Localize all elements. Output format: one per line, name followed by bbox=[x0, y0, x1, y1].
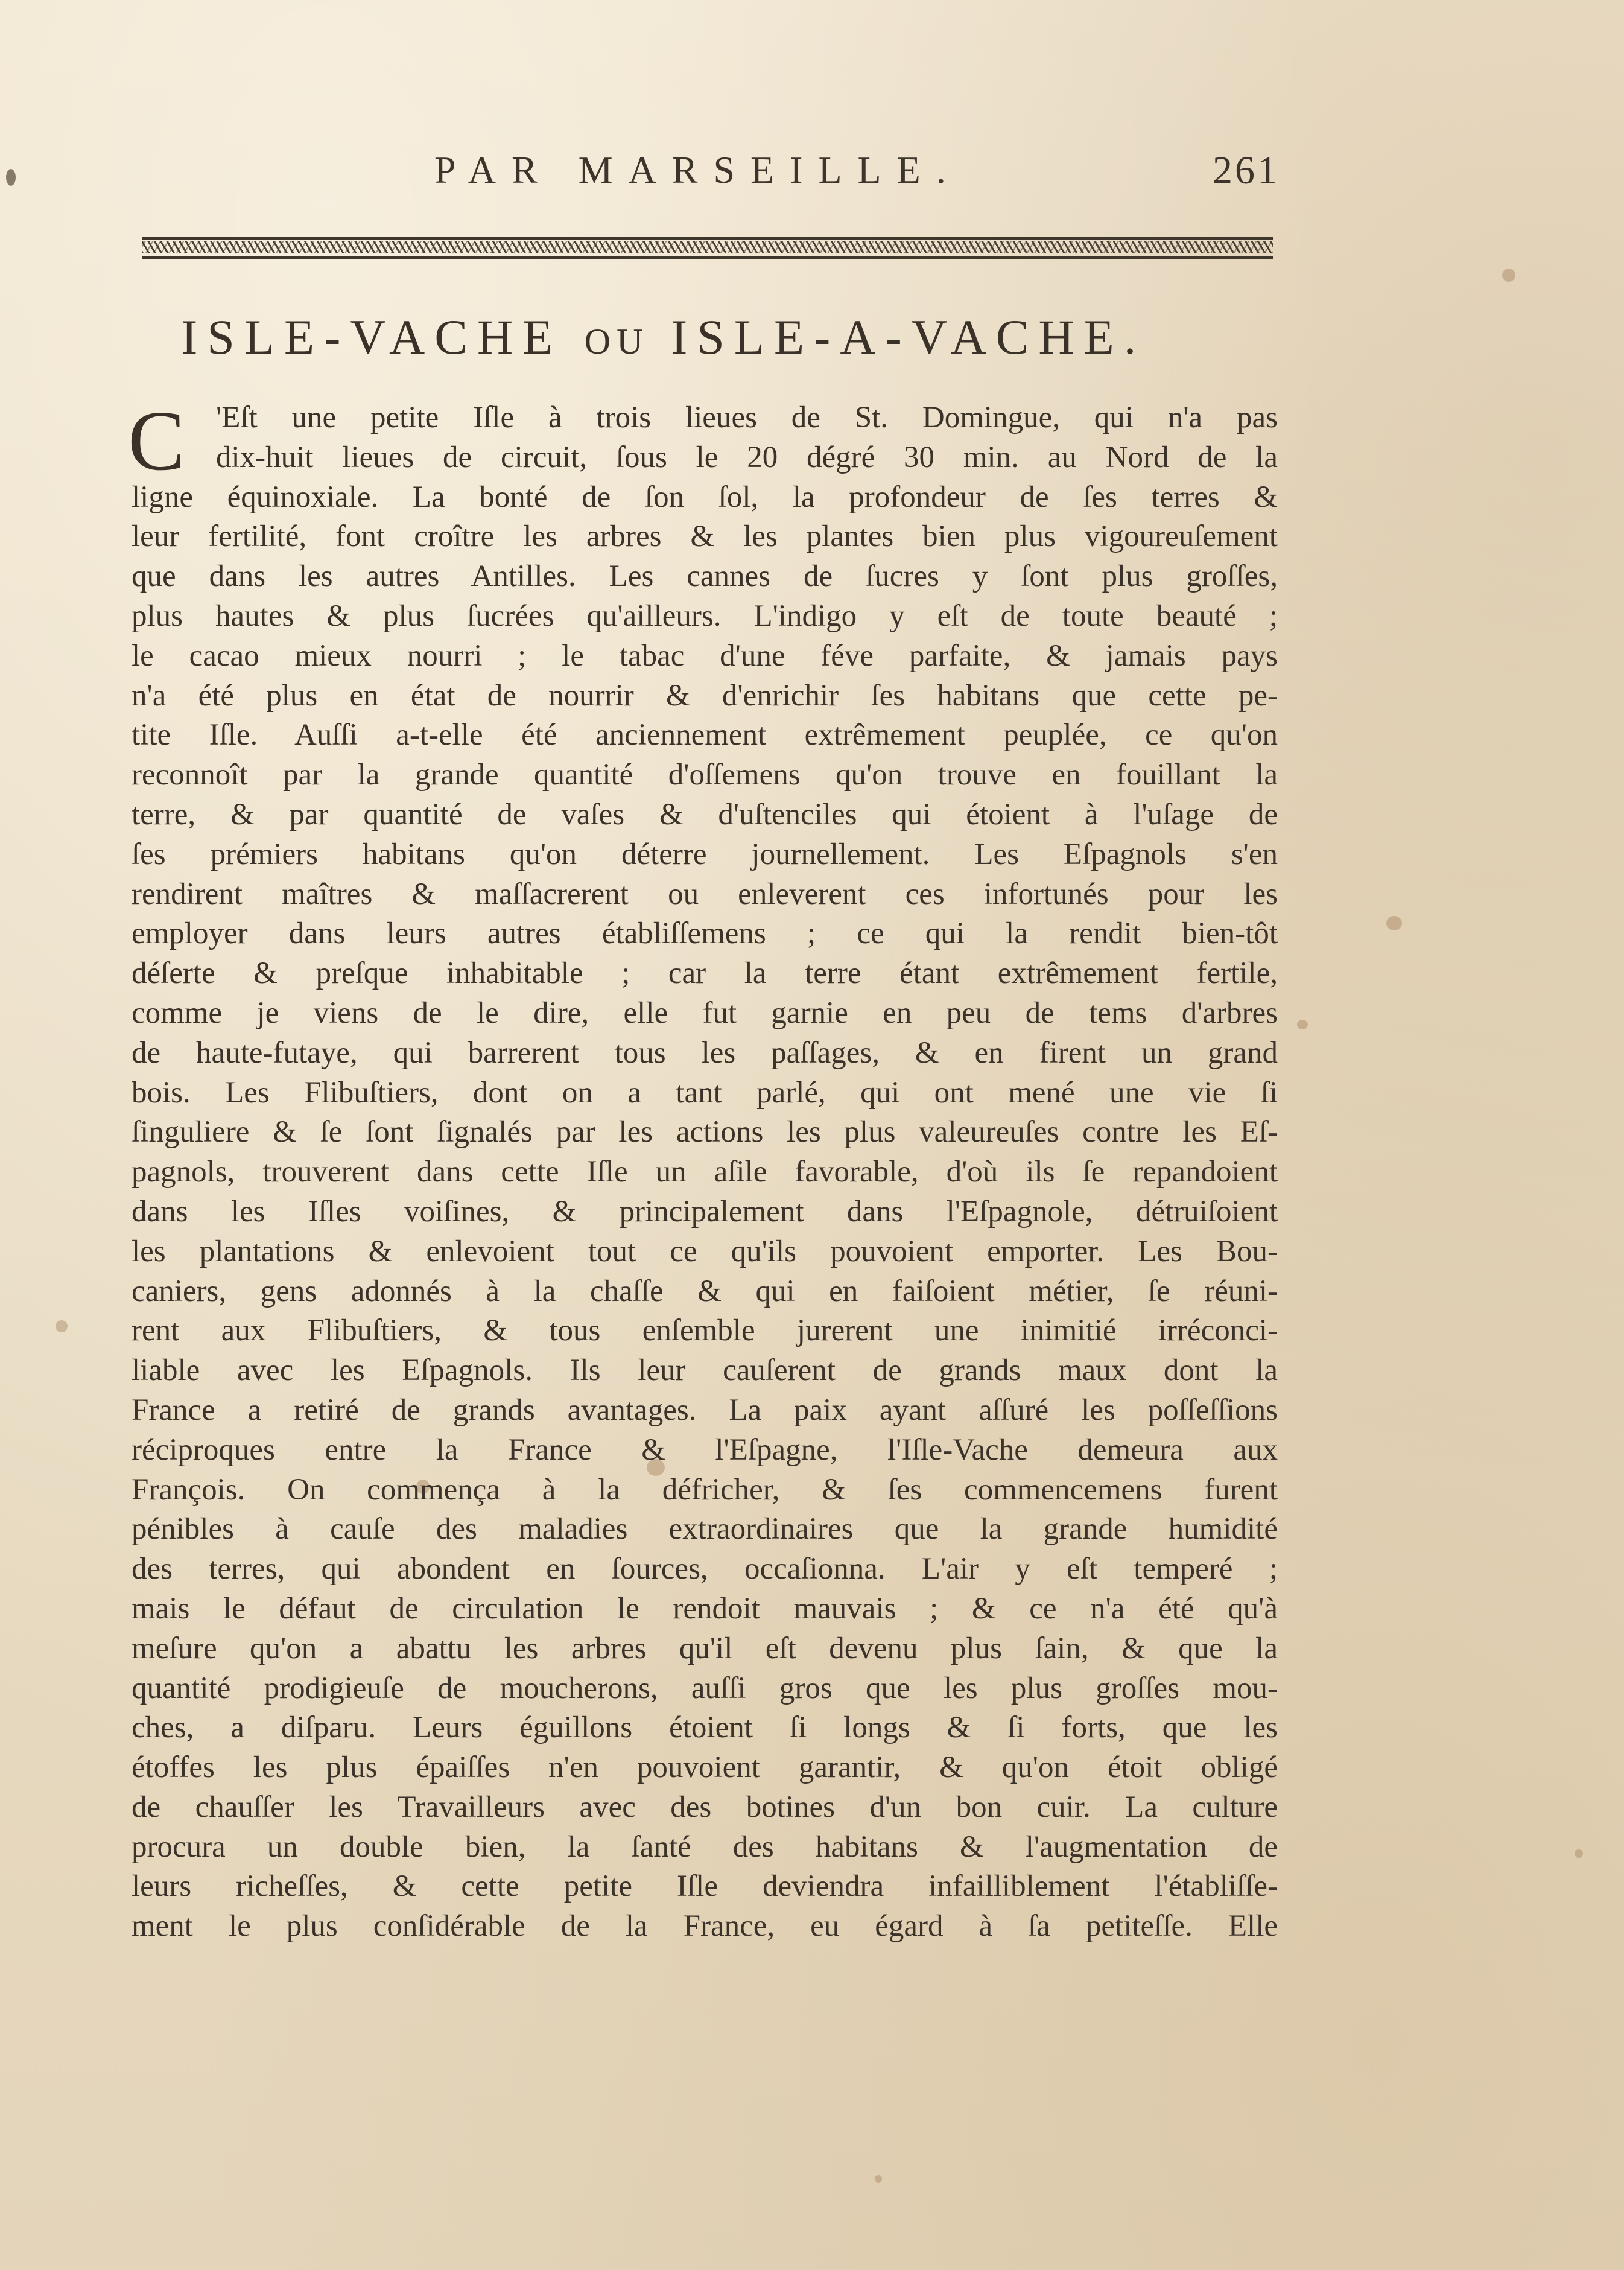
text-line: caniers, gens adonnés à la chaſſe & qui en faiſoient métier, ſe réuni- bbox=[132, 1274, 1278, 1308]
text-line: déſerte & preſque inhabitable ; car la terre étant extrêmement fertile, bbox=[132, 956, 1278, 991]
text-line: de haute-futaye, qui barrerent tous les paſſages, & en firent un grand bbox=[132, 1035, 1278, 1070]
text-line: leur fertilité, font croître les arbres & les plantes bien plus vigoureuſement bbox=[132, 520, 1278, 554]
ornament-top-bar bbox=[142, 237, 1273, 240]
text-line: 'Eſt une petite Iſle à trois lieues de St. Domingue, qui n'a pas bbox=[216, 401, 1278, 434]
text-line: reconnoît par la grande quantité d'oſſemens qu'on trouve en fouillant la bbox=[132, 758, 1278, 792]
ornament-hatch bbox=[142, 241, 1273, 253]
text-line: François. On commença à la défricher, & ſes commencemens furent bbox=[132, 1472, 1278, 1507]
title-part-1: ISLE-VACHE bbox=[181, 310, 563, 364]
text-line: mais le défaut de circulation le rendoit mauvais ; & ce n'a été qu'à bbox=[132, 1591, 1278, 1626]
running-head: PAR MARSEILLE. bbox=[434, 148, 962, 191]
text-line: ligne équinoxiale. La bonté de ſon ſol, la profondeur de ſes terres & bbox=[132, 480, 1278, 514]
text-line: terre, & par quantité de vaſes & d'uſtenciles qui étoient à l'uſage de bbox=[132, 797, 1278, 831]
foxing-spot bbox=[1386, 916, 1402, 930]
title-part-2: ISLE-A-VACHE. bbox=[670, 310, 1146, 364]
text-line: meſure qu'on a abattu les arbres qu'il eſt devenu plus ſain, & que la bbox=[132, 1631, 1278, 1665]
text-line: pénibles à cauſe des maladies extraordinaires que la grande humidité bbox=[132, 1512, 1278, 1547]
drop-cap: C bbox=[128, 393, 185, 488]
page-number: 261 bbox=[1213, 148, 1280, 192]
title-conjunction: OU bbox=[584, 322, 649, 361]
text-line: des terres, qui abondent en ſources, occaſionna. L'air y eſt temperé ; bbox=[132, 1552, 1278, 1586]
text-line: employer dans leurs autres établiſſemens ; ce qui la rendit bien-tôt bbox=[132, 917, 1278, 951]
foxing-spot bbox=[6, 169, 16, 186]
text-line: liable avec les Eſpagnols. Ils leur cauſerent de grands maux dont la bbox=[132, 1353, 1278, 1388]
text-line: réciproques entre la France & l'Eſpagne, l'Iſle-Vache demeura aux bbox=[132, 1432, 1278, 1467]
text-line: que dans les autres Antilles. Les cannes de ſucres y ſont plus groſſes, bbox=[132, 559, 1278, 594]
text-line: bois. Les Flibuſtiers, dont on a tant parlé, qui ont mené une vie ſi bbox=[132, 1075, 1278, 1110]
text-line: leurs richeſſes, & cette petite Iſle deviendra infailliblement l'établiſſe- bbox=[132, 1869, 1278, 1904]
text-line: de chauſſer les Travailleurs avec des botines d'un bon cuir. La culture bbox=[132, 1790, 1278, 1824]
foxing-spot bbox=[875, 2175, 882, 2183]
text-line: procura un double bien, la ſanté des habitans & l'augmentation de bbox=[132, 1830, 1278, 1864]
text-line: dix-huit lieues de circuit, ſous le 20 dégré 30 min. au Nord de la bbox=[216, 440, 1278, 474]
text-line: ment le plus conſidérable de la France, eu égard à ſa petiteſſe. Elle bbox=[132, 1909, 1278, 1944]
text-line: étoffes les plus épaiſſes n'en pouvoient garantir, & qu'on étoit obligé bbox=[132, 1750, 1278, 1785]
text-line: ſinguliere & ſe ſont ſignalés par les actions les plus valeureuſes contre les Eſ- bbox=[132, 1115, 1278, 1149]
foxing-spot bbox=[1297, 1020, 1308, 1029]
ornament-bottom-bar bbox=[142, 256, 1273, 259]
text-line: dans les Iſles voiſines, & principalement dans l'Eſpagnole, détruiſoient bbox=[132, 1194, 1278, 1229]
text-line: ches, a diſparu. Leurs éguillons étoient ſi longs & ſi forts, que les bbox=[132, 1711, 1278, 1745]
foxing-spot bbox=[1502, 269, 1515, 282]
text-line: comme je viens de le dire, elle fut garnie en peu de tems d'arbres bbox=[132, 996, 1278, 1030]
text-line: France a retiré de grands avantages. La paix ayant aſſuré les poſſeſſions bbox=[132, 1393, 1278, 1427]
text-line: n'a été plus en état de nourrir & d'enrichir ſes habitans que cette pe- bbox=[132, 678, 1278, 713]
text-line: le cacao mieux nourri ; le tabac d'une féve parfaite, & jamais pays bbox=[132, 638, 1278, 673]
ornamental-rule bbox=[142, 237, 1273, 267]
text-line: rent aux Flibuſtiers, & tous enſemble jurerent une inimitié irréconci- bbox=[132, 1314, 1278, 1348]
text-line: pagnols, trouverent dans cette Iſle un aſile favorable, d'où ils ſe repandoient bbox=[132, 1155, 1278, 1189]
text-line: les plantations & enlevoient tout ce qu'ils pouvoient emporter. Les Bou- bbox=[132, 1234, 1278, 1268]
article-body bbox=[132, 398, 1278, 1947]
foxing-spot bbox=[56, 1320, 68, 1332]
text-line: plus hautes & plus ſucrées qu'ailleurs. L'indigo y eſt de toute beauté ; bbox=[132, 599, 1278, 633]
article-title bbox=[181, 309, 1267, 366]
foxing-spot bbox=[1575, 1849, 1583, 1858]
text-line: tite Iſle. Auſſi a-t-elle été anciennement extrêmement peuplée, ce qu'on bbox=[132, 718, 1278, 752]
text-line: ſes prémiers habitans qu'on déterre journellement. Les Eſpagnols s'en bbox=[132, 837, 1278, 871]
text-line: quantité prodigieuſe de moucherons, auſſi gros que les plus groſſes mou- bbox=[132, 1671, 1278, 1705]
text-line: rendirent maîtres & maſſacrerent ou enleverent ces infortunés pour les bbox=[132, 877, 1278, 911]
